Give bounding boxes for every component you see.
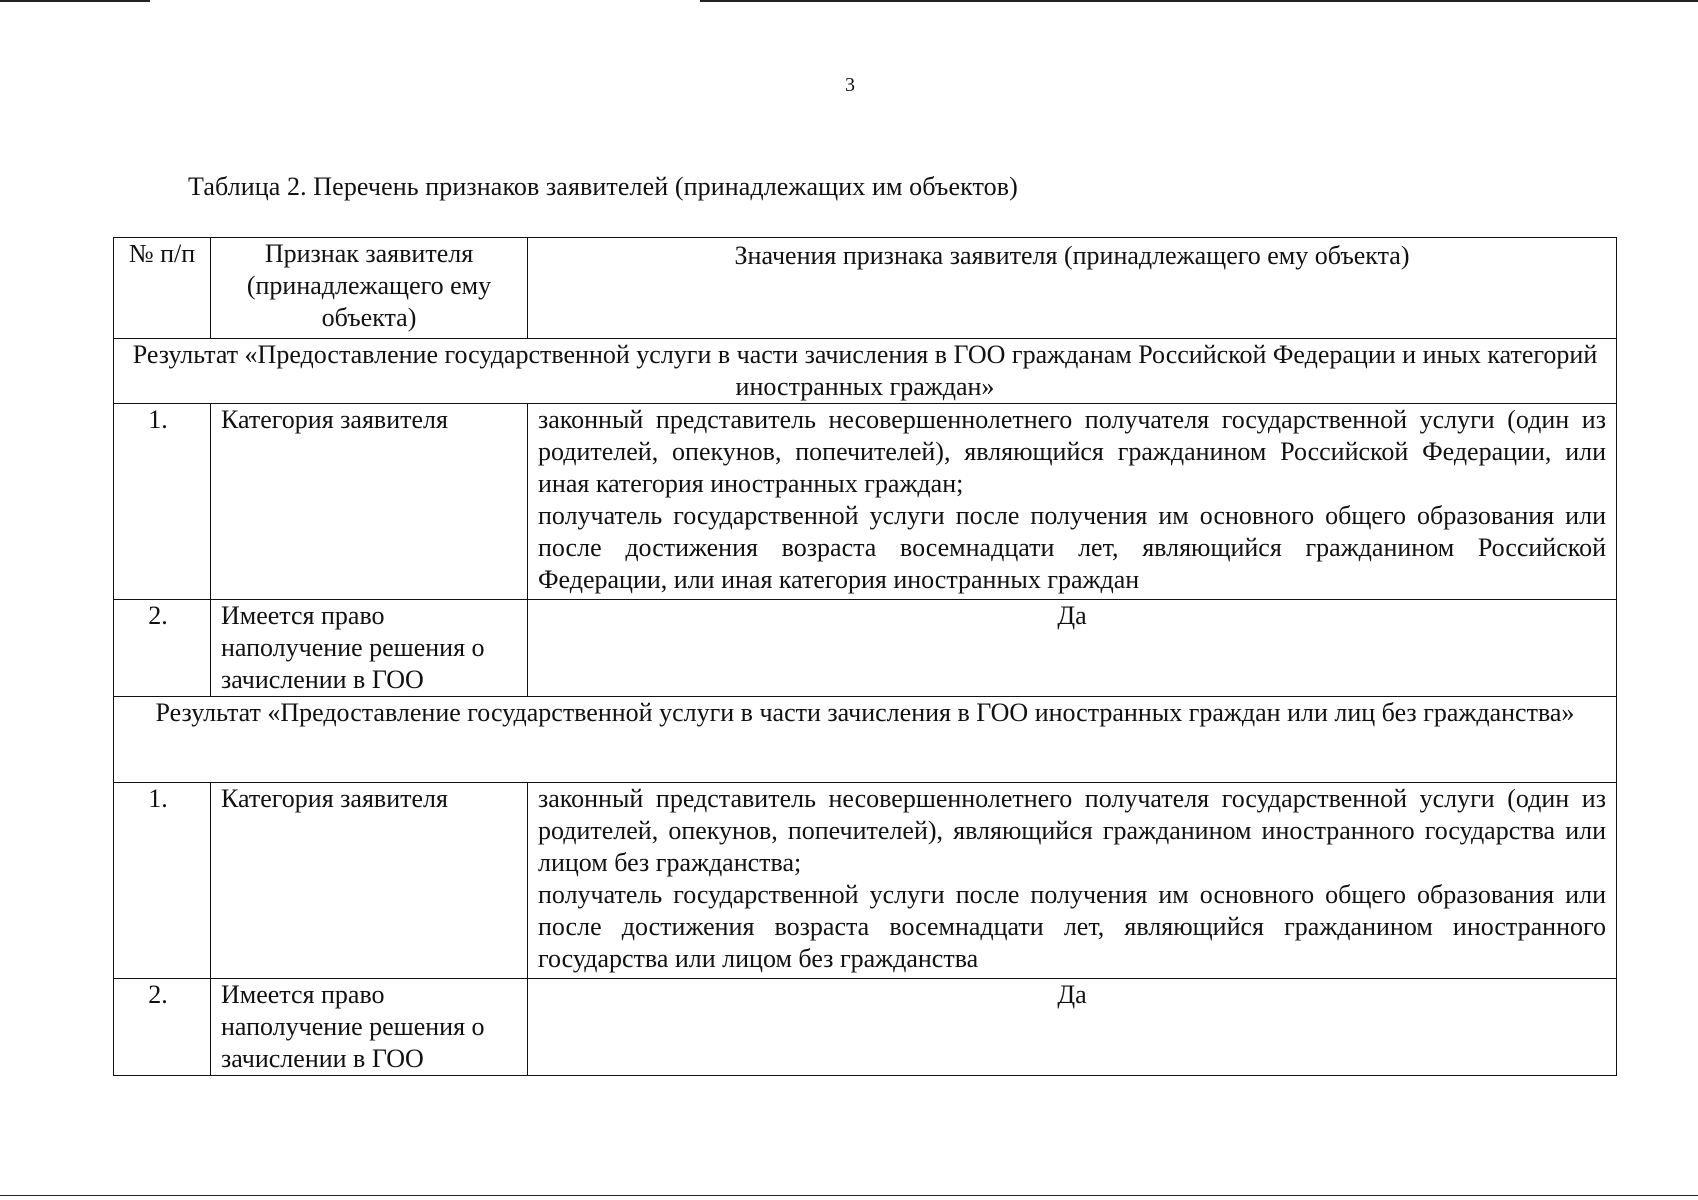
- table-row: [114, 600, 1617, 697]
- section-title: Результат «Предоставление государственной услуги в части зачисления в ГОО иностранных граждан или лиц без гражданства»: [114, 697, 1617, 783]
- row-attribute: Имеется право наполучение решения о зачислении в ГОО: [211, 600, 528, 697]
- row-number: 1.: [114, 783, 211, 979]
- row-attribute: Категория заявителя: [211, 783, 528, 979]
- scan-edge-line-top: [0, 0, 150, 2]
- row-number: 1.: [114, 404, 211, 600]
- section-title: Результат «Предоставление государственной услуги в части зачисления в ГОО гражданам Российской Федерации и иных категорий иностранных граждан»: [114, 339, 1617, 404]
- scan-edge-line-top: [700, 0, 1698, 2]
- table-caption: Таблица 2. Перечень признаков заявителей (принадлежащих им объектов): [188, 172, 1018, 201]
- header-values: Значения признака заявителя (принадлежащего ему объекта): [528, 238, 1617, 339]
- row-values: [528, 600, 1617, 697]
- row-number: 2.: [114, 600, 211, 697]
- table-row: [114, 979, 1617, 1076]
- row-attribute: Имеется право наполучение решения о зачислении в ГОО: [211, 979, 528, 1076]
- section-row: [114, 697, 1617, 783]
- value-paragraph: законный представитель несовершеннолетнего получателя государственной услуги (один из родителей, опекунов, попечителей), являющийся гражданином иностранного государства или лицом без гражданства;: [538, 784, 1606, 877]
- table-row: [114, 783, 1617, 979]
- applicant-attributes-table: [113, 237, 1617, 1076]
- table-row: [114, 404, 1617, 600]
- value-paragraph: получатель государственной услуги после получения им основного общего образования или после достижения возраста восемнадцати лет, являющийся гражданином Российской Федерации, или иная категория иностранных граждан: [538, 501, 1606, 594]
- row-attribute: Категория заявителя: [211, 404, 528, 600]
- header-attribute: Признак заявителя (принадлежащего ему объекта): [211, 238, 528, 339]
- value-paragraph: получатель государственной услуги после получения им основного общего образования или после достижения возраста восемнадцати лет, являющийся гражданином иностранного государства или лицом без гражданства: [538, 880, 1606, 973]
- value-paragraph: законный представитель несовершеннолетнего получателя государственной услуги (один из родителей, опекунов, попечителей), являющийся гражданином Российской Федерации, или иная категория иностранных граждан;: [538, 405, 1606, 498]
- value-paragraph: Да: [1057, 601, 1087, 630]
- value-paragraph: Да: [1057, 980, 1087, 1009]
- scan-edge-line-bottom: [0, 1195, 1698, 1196]
- section-row: [114, 339, 1617, 404]
- row-values: [528, 979, 1617, 1076]
- row-values: [528, 404, 1617, 600]
- table-header-row: [114, 238, 1617, 339]
- header-num: № п/п: [114, 238, 211, 339]
- page-number: 3: [845, 74, 855, 96]
- row-values: [528, 783, 1617, 979]
- row-number: 2.: [114, 979, 211, 1076]
